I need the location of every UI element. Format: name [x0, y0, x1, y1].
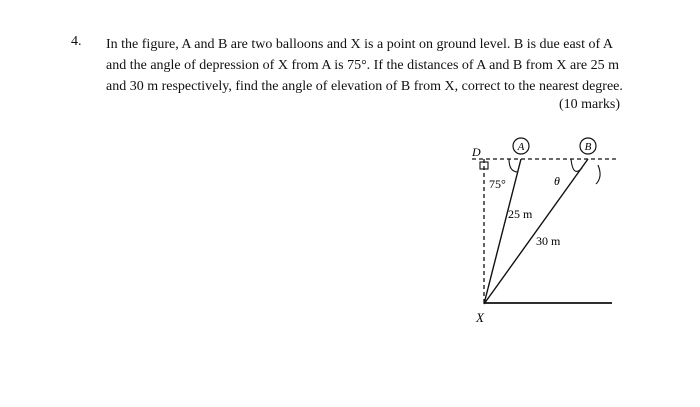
label-x: X [476, 310, 484, 325]
question-line-3: and 30 m respectively, find the angle of elevation of B from X, correct to the nearest degree. [106, 79, 623, 94]
label-a: A [517, 141, 525, 153]
question-line-2: and the angle of depression of X from A is 75°. If the distances of A and B from X are 25 m [106, 58, 619, 73]
angle-arc-b [571, 159, 582, 171]
label-b: B [584, 141, 592, 153]
angle-label-a: 75° [489, 177, 506, 191]
length-label-xa: 25 m [508, 207, 533, 221]
angle-arc-b-right [596, 165, 600, 184]
angle-label-b: θ [554, 174, 560, 188]
marks-label: (10 marks) [558, 97, 620, 112]
question-line-1: In the figure, A and B are two balloons and X is a point on ground level. B is due east of A [106, 37, 614, 52]
angle-arc-a [509, 159, 518, 172]
label-d: D [472, 145, 481, 159]
question-number: 4. [71, 34, 82, 49]
length-label-xb: 30 m [536, 234, 561, 248]
